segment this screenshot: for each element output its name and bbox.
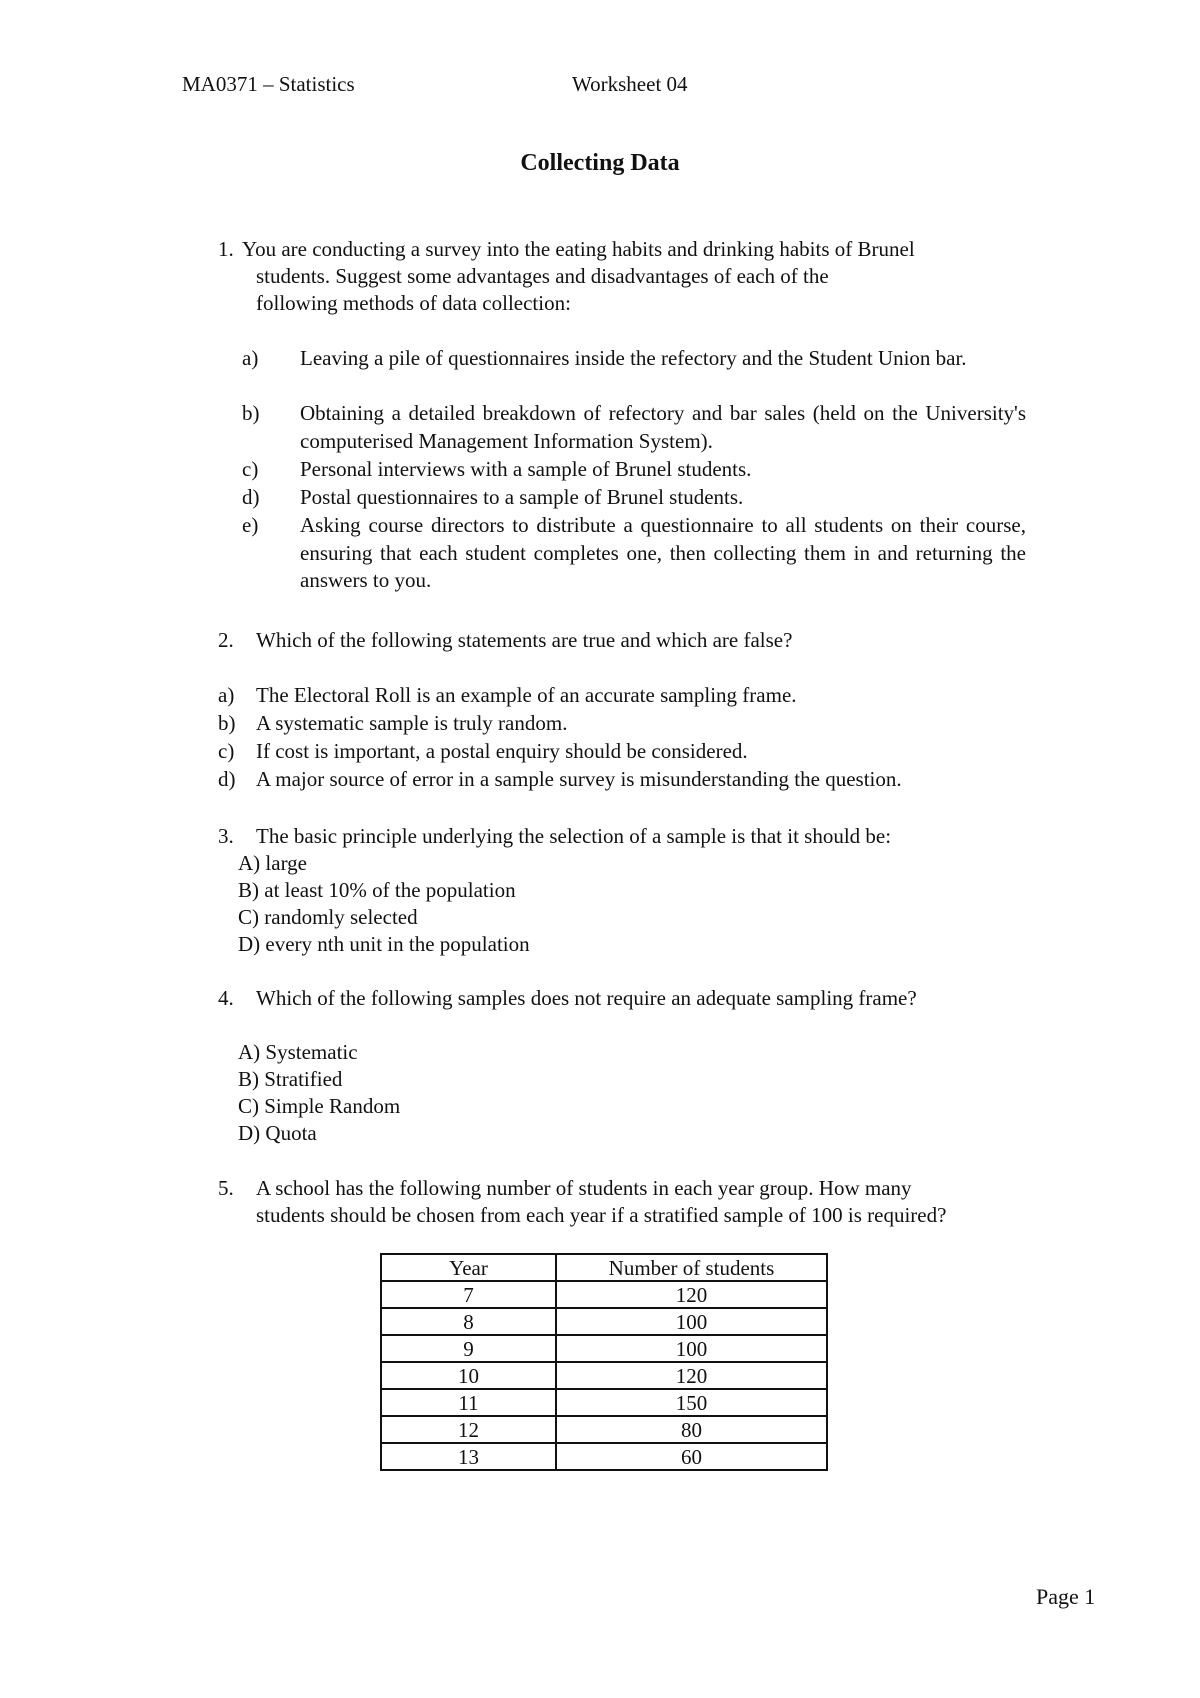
table-cell-year: 7 bbox=[381, 1281, 556, 1308]
table-header-row bbox=[381, 1254, 827, 1281]
q2-item-d-label: d) bbox=[218, 767, 236, 791]
q3-number: 3. bbox=[218, 824, 234, 848]
table-cell-year: 13 bbox=[381, 1443, 556, 1470]
q1-item-a-text: Leaving a pile of questionnaires inside the refectory and the Student Union bar. bbox=[300, 346, 967, 370]
table-cell-count: 80 bbox=[556, 1416, 827, 1443]
q1-item-b-label: b) bbox=[242, 401, 260, 425]
q1-line-1: You are conducting a survey into the eating habits and drinking habits of Brunel bbox=[242, 237, 915, 261]
course-code: MA0371 – Statistics bbox=[182, 72, 355, 96]
q2-item-a-label: a) bbox=[218, 683, 235, 707]
table-cell-count: 100 bbox=[556, 1308, 827, 1335]
table-header-number: Number of students bbox=[556, 1254, 827, 1281]
q2-item-c-label: c) bbox=[218, 739, 235, 763]
table-cell-count: 100 bbox=[556, 1335, 827, 1362]
q4-text: Which of the following samples does not require an adequate sampling frame? bbox=[256, 986, 917, 1010]
q2-item-b-label: b) bbox=[218, 711, 236, 735]
worksheet-number: Worksheet 04 bbox=[572, 72, 688, 96]
q1-line-2: students. Suggest some advantages and disadvantages of each of the bbox=[256, 264, 829, 288]
q1-item-c-label: c) bbox=[242, 457, 259, 481]
q1-item-d-label: d) bbox=[242, 485, 260, 509]
q1-item-a-label: a) bbox=[242, 346, 259, 370]
q2-number: 2. bbox=[218, 628, 234, 652]
year-group-table bbox=[380, 1253, 828, 1471]
table-cell-year: 12 bbox=[381, 1416, 556, 1443]
q2-text: Which of the following statements are true and which are false? bbox=[256, 628, 793, 652]
table-header-year: Year bbox=[381, 1254, 556, 1281]
page-title: Collecting Data bbox=[520, 150, 680, 176]
q5-line-2: students should be chosen from each year if a stratified sample of 100 is required? bbox=[256, 1203, 947, 1227]
table-row bbox=[381, 1416, 827, 1443]
q4-number: 4. bbox=[218, 986, 234, 1010]
table-row bbox=[381, 1362, 827, 1389]
q1-item-e-label: e) bbox=[242, 513, 259, 537]
table-cell-year: 9 bbox=[381, 1335, 556, 1362]
q4-option-a: A) Systematic bbox=[238, 1040, 358, 1064]
q1-item-b-text: Obtaining a detailed breakdown of refectory and bar sales (held on the University's computerised Management Information System). bbox=[300, 401, 1026, 453]
table-row bbox=[381, 1335, 827, 1362]
table-cell-count: 120 bbox=[556, 1281, 827, 1308]
q1-item-c-text: Personal interviews with a sample of Brunel students. bbox=[300, 457, 752, 481]
table-row bbox=[381, 1281, 827, 1308]
table-cell-year: 10 bbox=[381, 1362, 556, 1389]
q3-option-c: C) randomly selected bbox=[238, 905, 418, 929]
q3-option-a: A) large bbox=[238, 851, 307, 875]
table-row bbox=[381, 1308, 827, 1335]
q4-option-b: B) Stratified bbox=[238, 1067, 343, 1091]
table-cell-count: 120 bbox=[556, 1362, 827, 1389]
table-row bbox=[381, 1389, 827, 1416]
q1-item-e-text: Asking course directors to distribute a questionnaire to all students on their course, ensuring that each student completes one, then collecting them in and returning the answers to you. bbox=[300, 513, 1026, 592]
q2-item-c-text: If cost is important, a postal enquiry should be considered. bbox=[256, 739, 748, 763]
table-cell-count: 60 bbox=[556, 1443, 827, 1470]
q1-item-d-text: Postal questionnaires to a sample of Brunel students. bbox=[300, 485, 744, 509]
q3-option-d: D) every nth unit in the population bbox=[238, 932, 530, 956]
q2-item-b-text: A systematic sample is truly random. bbox=[256, 711, 568, 735]
q3-option-b: B) at least 10% of the population bbox=[238, 878, 516, 902]
q4-option-d: D) Quota bbox=[238, 1121, 317, 1145]
q3-text: The basic principle underlying the selection of a sample is that it should be: bbox=[256, 824, 892, 848]
q2-item-d-text: A major source of error in a sample survey is misunderstanding the question. bbox=[256, 767, 902, 791]
page-number: Page 1 bbox=[1036, 1584, 1096, 1609]
q1-number: 1. bbox=[218, 237, 234, 261]
q2-item-a-text: The Electoral Roll is an example of an accurate sampling frame. bbox=[256, 683, 797, 707]
table-row bbox=[381, 1443, 827, 1470]
q4-option-c: C) Simple Random bbox=[238, 1094, 401, 1118]
table-cell-count: 150 bbox=[556, 1389, 827, 1416]
q5-line-1: A school has the following number of students in each year group. How many bbox=[256, 1176, 912, 1200]
q1-line-3: following methods of data collection: bbox=[256, 291, 571, 315]
table-cell-year: 8 bbox=[381, 1308, 556, 1335]
table-cell-year: 11 bbox=[381, 1389, 556, 1416]
q5-number: 5. bbox=[218, 1176, 234, 1200]
